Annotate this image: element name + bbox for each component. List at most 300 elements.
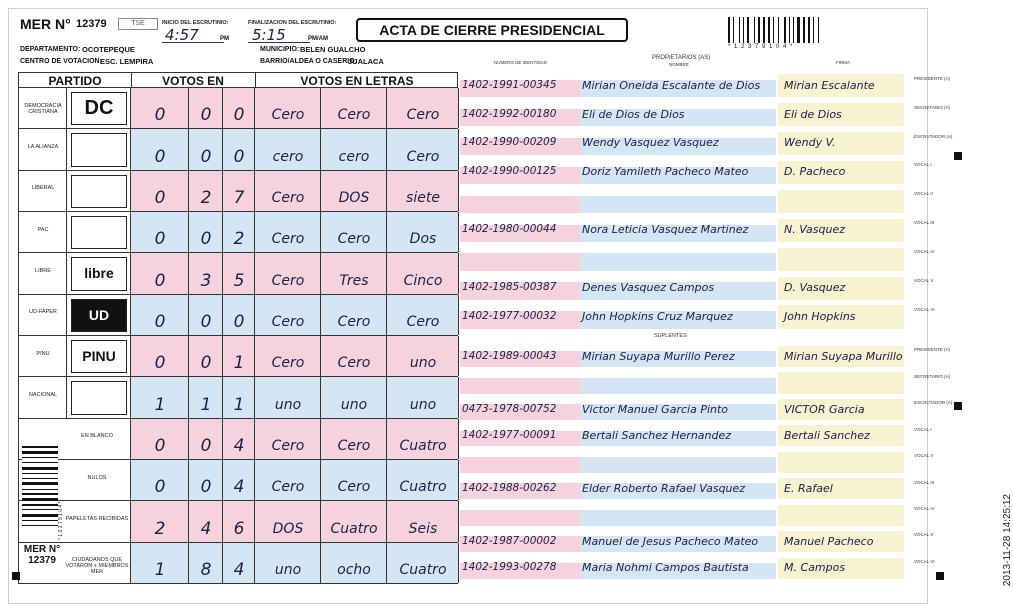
vote-word-cell [321, 377, 387, 417]
party-logo-cell [67, 253, 131, 293]
barcode-bar [818, 17, 819, 43]
partido-header: PARTIDO [48, 74, 102, 88]
vote-digit: 5 [233, 270, 245, 291]
vote-word-cell [387, 129, 459, 169]
member-signature: E. Rafael [784, 482, 833, 496]
votos-letras-header: VOTOS EN LETRAS [300, 74, 414, 88]
extra-name: CIUDADANOS QUE VOTARON + MIEMBROS MER [65, 557, 129, 576]
vote-word-cell [387, 171, 459, 211]
member-id: 1402-1977-00091 [462, 429, 557, 442]
member-row [460, 395, 953, 421]
barcode-bar [797, 17, 800, 43]
vote-word-cell [321, 212, 387, 252]
vote-word: Cero [271, 437, 305, 454]
party-name-cell [19, 295, 67, 335]
party-name: LIBERAL [31, 185, 55, 192]
vote-word-cell [255, 419, 321, 459]
vote-word: Cero [271, 107, 305, 124]
barcode-bar [22, 464, 58, 466]
vote-word-cell [255, 129, 321, 169]
votes-row [18, 377, 458, 418]
vote-word-cell [255, 501, 321, 541]
municipio-value: BELEN GUALCHO [300, 45, 366, 54]
votes-row [18, 460, 458, 501]
inicio-time: 4:57 [165, 26, 199, 44]
vote-digit-cell [189, 88, 223, 128]
vote-digit: 1 [233, 353, 245, 374]
party-logo-icon: PINU [71, 340, 127, 373]
member-role: VOCAL II [914, 191, 933, 197]
party-name-cell [19, 171, 67, 211]
barcode-bar [22, 507, 58, 508]
vote-word-cell [321, 419, 387, 459]
member-row [460, 301, 935, 330]
vote-digit-cell [189, 377, 223, 417]
corner-mark [954, 152, 962, 160]
party-name-cell [19, 88, 67, 128]
vote-digit-cell [131, 543, 189, 583]
member-name: Maria Nohmi Campos Bautista [582, 561, 749, 575]
barcode-bar [22, 446, 58, 448]
barcode-bar [22, 480, 58, 481]
barcode-bar [22, 514, 58, 517]
party-logo-icon [71, 216, 127, 249]
id-field-bg [460, 196, 580, 213]
vote-word: Cero [337, 231, 371, 248]
barcode-bar [22, 491, 58, 492]
vote-digit-cell [131, 253, 189, 293]
member-row [460, 272, 934, 301]
vote-word-cell [321, 543, 387, 583]
barcode-bar [739, 17, 740, 43]
member-role: PRESIDENTE (A) [914, 75, 951, 81]
member-role: SECRETARIO (A) [914, 104, 951, 110]
id-field-bg [460, 510, 580, 526]
vote-word: Cuatro [399, 479, 447, 496]
votes-row [18, 501, 458, 542]
vote-word: DOS [338, 189, 370, 206]
member-role: SECRETARIO (A) [914, 373, 951, 379]
votos-numeros-header: VOTOS EN [162, 74, 224, 88]
inicio-underline [162, 42, 224, 43]
vote-word: DOS [272, 520, 304, 537]
vote-digit-cell [131, 501, 189, 541]
vote-word: Cero [337, 437, 371, 454]
suplentes-label: SUPLENTES [654, 333, 687, 339]
member-row [460, 527, 934, 553]
party-name: DEMOCRACIA CRISTIANA [24, 102, 62, 115]
final-pm: PM/AM [308, 36, 328, 42]
barcode-bar [743, 17, 744, 43]
member-role: VOCAL IV [914, 505, 935, 511]
barcode-bar [793, 17, 794, 43]
suplentes-list [460, 342, 953, 580]
member-signature: N. Vasquez [784, 223, 846, 237]
barcode-bar [22, 527, 58, 530]
propietarios-list [460, 70, 953, 330]
centro-label: CENTRO DE VOTACION: [20, 58, 102, 65]
barcode-bar [22, 522, 58, 524]
vote-digit-cell [131, 460, 189, 500]
member-role: ESCRUTADOR (A) [914, 133, 953, 139]
vote-digit: 0 [154, 477, 166, 498]
barcode-bar [22, 520, 58, 521]
id-field-bg [460, 378, 580, 394]
extra-name: PAPELETAS RECIBIDAS [65, 515, 129, 522]
vote-digit: 4 [233, 559, 245, 580]
vote-digit-cell [189, 419, 223, 459]
vote-word-cell [387, 88, 459, 128]
votes-row [18, 171, 458, 212]
barcode-bar [808, 17, 810, 43]
vote-word: uno [409, 355, 437, 372]
votes-row [18, 336, 458, 377]
member-signature: Eli de Dios [784, 107, 842, 121]
vote-digit: 1 [233, 394, 245, 415]
member-id: 1402-1985-00387 [462, 280, 557, 293]
vote-word: Dos [409, 231, 437, 248]
vote-word: Cuatro [399, 561, 447, 578]
member-id: 0473-1978-00752 [462, 402, 557, 415]
vote-digit: 2 [200, 187, 212, 208]
member-row [460, 448, 933, 474]
member-name: Nora Leticia Vasquez Martinez [582, 223, 749, 237]
barcode-bar [756, 17, 757, 43]
party-name-cell [19, 253, 67, 293]
barcode-bar [22, 489, 58, 490]
vote-word: Cinco [403, 272, 443, 289]
member-name: John Hopkins Cruz Marquez [582, 309, 733, 323]
barcode-bar [740, 17, 742, 43]
vote-digit-cell [189, 501, 223, 541]
member-name: Bertali Sanchez Hernandez [582, 429, 732, 443]
party-name: LIBRE [35, 267, 51, 274]
vote-word: uno [340, 396, 368, 413]
vote-digit: 1 [200, 394, 212, 415]
departamento-value: OCOTEPEQUE [82, 45, 135, 54]
member-signature: Wendy V. [784, 136, 836, 150]
centro-value: ESC. LEMPIRA [100, 57, 154, 66]
party-logo-cell [67, 129, 131, 169]
vote-digit-cell [189, 295, 223, 335]
barcode-bar [778, 17, 779, 43]
party-name-cell [19, 212, 67, 252]
vote-digit: 0 [200, 435, 212, 456]
vote-word-cell [387, 543, 459, 583]
vote-digit: 0 [154, 435, 166, 456]
name-field-bg [580, 378, 776, 394]
barcode-bar [801, 17, 802, 43]
vote-digit: 0 [233, 311, 245, 332]
vote-word: uno [274, 561, 302, 578]
member-id: 1402-1977-00032 [462, 309, 557, 322]
vote-word-cell [255, 253, 321, 293]
vote-digit-cell [189, 212, 223, 252]
acta-title: ACTA DE CIERRE PRESIDENCIAL [356, 18, 628, 42]
id-field-bg [460, 457, 580, 473]
vote-word-cell [387, 460, 459, 500]
member-row [460, 474, 935, 500]
member-id: 1402-1987-00002 [462, 535, 557, 548]
vote-digit-cell [223, 88, 255, 128]
name-field-bg [580, 510, 776, 526]
vote-digit: 6 [233, 518, 245, 539]
vote-digit: 0 [154, 229, 166, 250]
vote-digit-cell [131, 419, 189, 459]
vote-digit-cell [223, 543, 255, 583]
vote-word-cell [321, 171, 387, 211]
votes-row [18, 88, 458, 129]
member-role: VOCAL V [914, 532, 934, 538]
vote-digit: 1 [154, 559, 166, 580]
votes-row [18, 543, 458, 584]
member-id: 1402-1991-00345 [462, 78, 557, 91]
vote-word-cell [321, 129, 387, 169]
vote-digit: 4 [200, 518, 212, 539]
vote-word: Cero [271, 479, 305, 496]
vote-word-cell [255, 460, 321, 500]
vote-digit: 0 [200, 311, 212, 332]
side-barcode-text: * 1 2 3 7 9 1 0 4 * [58, 501, 64, 540]
barcode-bar [758, 17, 760, 43]
vote-word-cell [255, 377, 321, 417]
id-field-bg [460, 253, 580, 270]
side-barcode [22, 446, 58, 540]
party-logo-icon: DC [71, 92, 127, 125]
vote-word: Cuatro [399, 437, 447, 454]
votes-row [18, 295, 458, 336]
barcode-bar [803, 17, 805, 43]
vote-word: Cero [337, 355, 371, 372]
barcode-bar [22, 496, 58, 497]
departamento-label: DEPARTAMENTO: [20, 46, 81, 53]
party-logo-cell [67, 295, 131, 335]
scan-timestamp: 2013-11-28 14:25:12 [1002, 494, 1013, 587]
member-role: VOCAL IV [914, 249, 935, 255]
vote-word: uno [274, 396, 302, 413]
vote-digit: 0 [200, 353, 212, 374]
vote-digit: 4 [233, 435, 245, 456]
barcode-bar [728, 17, 730, 43]
vote-digit: 0 [154, 270, 166, 291]
member-name: Eli de Dios de Dios [582, 107, 685, 121]
name-field-bg [580, 457, 776, 473]
party-name: NACIONAL [28, 391, 58, 398]
vote-word: Cero [271, 189, 305, 206]
vote-digit-cell [223, 419, 255, 459]
vote-digit: 2 [233, 229, 245, 250]
member-row [460, 421, 932, 447]
member-row [460, 157, 932, 186]
member-row [460, 368, 951, 394]
member-row [460, 99, 951, 128]
vote-word-cell [387, 253, 459, 293]
vote-word: Seis [408, 520, 438, 537]
vote-digit: 0 [233, 146, 245, 167]
vote-word-cell [321, 501, 387, 541]
barcode-bar [766, 17, 767, 43]
party-logo-icon: UD [71, 299, 127, 332]
corner-mark [954, 402, 962, 410]
party-name-cell [19, 336, 67, 376]
vote-digit: 0 [200, 105, 212, 126]
member-role: VOCAL VI [914, 558, 935, 564]
member-row [460, 70, 951, 99]
vote-word: Cero [271, 355, 305, 372]
barcode-bar [22, 493, 58, 495]
header-barcode-text: * 1 2 3 7 9 1 0 4 * [728, 44, 794, 50]
barcode-bar [814, 17, 817, 43]
member-name: Manuel de Jesus Pacheco Mateo [582, 535, 759, 549]
vote-word: ocho [337, 561, 371, 578]
vote-word-cell [321, 88, 387, 128]
barcode-bar [731, 17, 732, 43]
vote-word: Cero [406, 148, 440, 165]
member-row [460, 186, 933, 215]
party-logo-icon: libre [71, 257, 127, 290]
vote-word-cell [387, 377, 459, 417]
party-name-cell [19, 377, 67, 417]
barcode-bar [747, 17, 749, 43]
member-row [460, 214, 935, 243]
barcode-bar [773, 17, 774, 43]
vote-digit-cell [131, 212, 189, 252]
header-divider [255, 73, 256, 87]
vote-digit: 0 [154, 146, 166, 167]
barcode-bar [733, 17, 734, 43]
vote-word-cell [255, 543, 321, 583]
member-id: 1402-1993-00278 [462, 561, 557, 574]
barcode-bar [761, 17, 762, 43]
vote-digit-cell [189, 460, 223, 500]
barcode-bar [22, 459, 58, 461]
mer-bottom-label: MER N° 12379 [23, 544, 61, 566]
col-name-top-header: PROPIETARIOS (AS) [652, 55, 711, 61]
mer-label: MER N° [20, 16, 71, 32]
barcode-bar [784, 17, 786, 43]
member-role: VOCAL VI [914, 306, 935, 312]
barcode-bar [22, 486, 58, 488]
barcode-bar [22, 462, 58, 463]
vote-word-cell [387, 419, 459, 459]
member-signature: Mirian Suyapa Murillo [784, 349, 903, 363]
member-role: VOCAL II [914, 453, 933, 459]
barcode-bar [22, 451, 58, 454]
barcode-bar [22, 525, 58, 526]
vote-digit: 3 [200, 270, 212, 291]
barcode-bar [775, 17, 777, 43]
member-role: PRESIDENTE (A) [914, 347, 951, 353]
signature-field-bg [778, 372, 904, 393]
member-signature: Mirian Escalante [784, 78, 875, 92]
vote-digit-cell [189, 129, 223, 169]
party-name: PAC [37, 226, 49, 233]
member-id: 1402-1980-00044 [462, 223, 557, 236]
member-role: VOCAL III [914, 479, 935, 485]
barcode-bar [750, 17, 753, 43]
vote-word-cell [321, 460, 387, 500]
vote-word: uno [409, 396, 437, 413]
vote-word-cell [321, 253, 387, 293]
member-id: 1402-1990-00125 [462, 165, 557, 178]
vote-word: Cero [406, 107, 440, 124]
signature-field-bg [778, 452, 904, 473]
vote-word: Cero [271, 313, 305, 330]
barcode-bar [754, 17, 755, 43]
member-name: Victor Manuel Garcia Pinto [582, 402, 729, 416]
votes-row [18, 212, 458, 253]
barcode-bar [771, 17, 772, 43]
party-logo-icon [71, 381, 127, 414]
vote-digit-cell [223, 129, 255, 169]
vote-digit-cell [131, 171, 189, 211]
municipio-label: MUNICIPIO: [260, 46, 300, 53]
vote-digit-cell [189, 336, 223, 376]
barcode-bar [22, 518, 58, 519]
member-id: 1402-1988-00262 [462, 482, 557, 495]
barcode-bar [806, 17, 807, 43]
vote-word: Cero [406, 313, 440, 330]
col-name-header: NOMBRE [669, 62, 689, 67]
barcode-bar [22, 475, 58, 477]
member-row [460, 342, 951, 368]
vote-word-cell [255, 212, 321, 252]
party-logo-icon [71, 175, 127, 208]
vote-word: Cero [271, 272, 305, 289]
barcode-bar [22, 473, 58, 474]
vote-digit-cell [131, 88, 189, 128]
member-row [460, 243, 935, 272]
vote-word-cell [255, 295, 321, 335]
barcode-bar [22, 467, 58, 470]
name-field-bg [580, 253, 776, 270]
vote-digit-cell [223, 212, 255, 252]
barcode-bar [768, 17, 770, 43]
vote-word: cero [338, 148, 370, 165]
barcode-bar [813, 17, 814, 43]
final-underline [248, 42, 310, 43]
vote-word: Cero [337, 313, 371, 330]
vote-digit-cell [223, 460, 255, 500]
vote-digit-cell [189, 253, 223, 293]
vote-digit-cell [223, 171, 255, 211]
signature-field-bg [778, 248, 904, 271]
party-logo-cell [67, 212, 131, 252]
vote-word-cell [255, 88, 321, 128]
barcode-bar [745, 17, 746, 43]
vote-digit-cell [131, 336, 189, 376]
barcode-bar [22, 504, 58, 506]
member-signature: Bertali Sanchez [784, 429, 870, 443]
member-name: Elder Roberto Rafael Vasquez [582, 482, 746, 496]
member-role: VOCAL III [914, 220, 935, 226]
barcode-bar [780, 17, 783, 43]
member-id: 1402-1990-00209 [462, 136, 557, 149]
corner-mark [936, 572, 944, 580]
mer-number: 12379 [76, 18, 107, 30]
barcode-bar [22, 455, 58, 456]
party-name-cell [19, 129, 67, 169]
vote-word-cell [387, 295, 459, 335]
barcode-bar [811, 17, 812, 43]
member-signature: D. Vasquez [784, 280, 846, 294]
final-time: 5:15 [252, 26, 286, 44]
vote-word-cell [387, 336, 459, 376]
inicio-pm: PM [220, 36, 229, 42]
header-divider [131, 73, 132, 87]
member-signature: VICTOR Garcia [784, 402, 865, 416]
tse-logo-icon: TSE [118, 18, 158, 30]
